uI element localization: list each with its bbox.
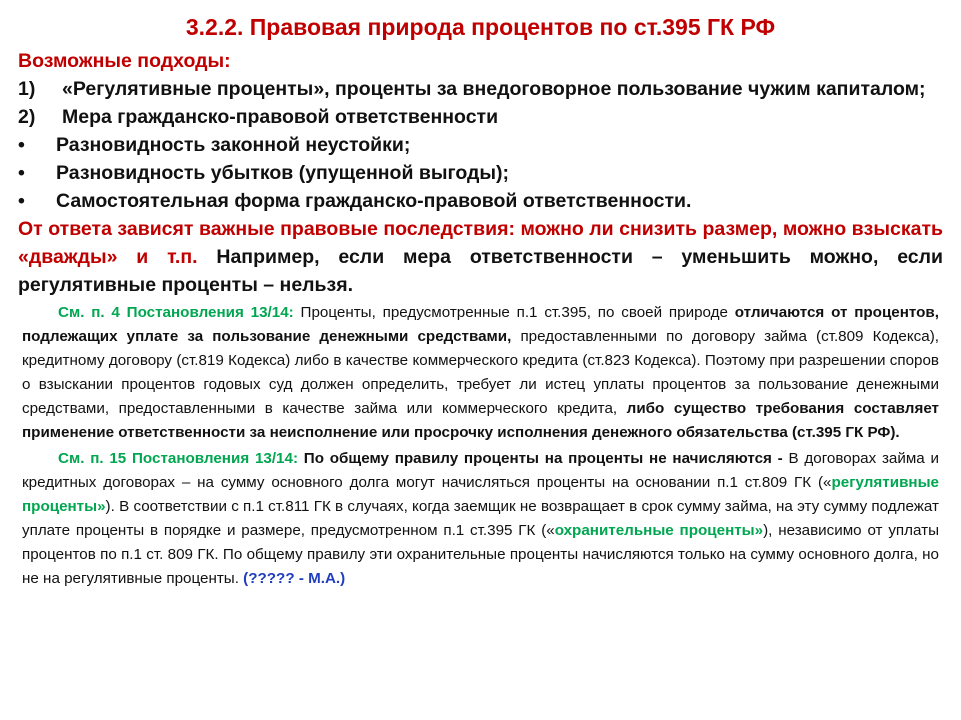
note2-text-2: ). В соответствии с п.1 ст.811 ГК в случаях, когда заемщик не возвращает в срок сумму займа, на эту сумму подлежат уплате проценты в порядке и размере, предусмотренном п.1 ст.395 ГК (« [22, 498, 939, 539]
note1-bold-2: либо существо требования составляет применение ответственности за неисполнение или просрочку исполнения денежного обязательства (ст.395 ГК РФ). [22, 400, 939, 441]
note-resolution-p4 [22, 301, 939, 445]
item-text: Самостоятельная форма гражданско-правовой ответственности. [56, 190, 692, 212]
bullet-item [18, 159, 943, 187]
note2-regulatory-term: регулятивные проценты» [22, 474, 939, 515]
note2-reference: См. п. 15 Постановления 13/14: [58, 450, 299, 467]
slide-title: 3.2.2. Правовая природа процентов по ст.395 ГК РФ [185, 14, 776, 40]
note2-protective-term: охранительные проценты» [554, 522, 764, 539]
bullet-icon: • [18, 134, 25, 156]
note-resolution-p15 [22, 447, 939, 591]
item-marker: 1) [18, 78, 36, 100]
bullet-icon: • [18, 162, 25, 184]
item-marker: 2) [18, 106, 36, 128]
note2-bold-1: По общему правилу проценты на проценты не начисляются - [298, 450, 783, 467]
approaches-list [18, 75, 943, 215]
note1-text-1: Проценты, предусмотренные п.1 ст.395, по своей природе [293, 304, 735, 321]
note1-bold-1: отличаются от процентов, подлежащих уплате за пользование денежными средствами, [22, 304, 939, 345]
item-text: Разновидность убытков (упущенной выгоды); [56, 162, 510, 184]
bullet-item [18, 131, 943, 159]
bullet-icon: • [18, 190, 25, 212]
approaches-heading: Возможные подходы: [18, 50, 231, 72]
consequences-paragraph [18, 215, 943, 299]
note1-text-2: предоставленными по договору займа (ст.809 Кодекса), кредитному договору (ст.819 Кодекса) либо в качестве коммерческого кредита (ст.823 Кодекса). Поэтому при разрешении споров о взыскании процентов годовых суд должен определить, требует ли истец уплаты процентов за пользование денежными средствами, предоставленными в качестве займа или коммерческого кредита, [22, 328, 939, 417]
author-comment: (????? - М.А.) [243, 570, 346, 587]
item-text: «Регулятивные проценты», проценты за внедоговорное пользование чужим капиталом; [62, 78, 926, 100]
bullet-item [18, 187, 943, 215]
item-text: Разновидность законной неустойки; [56, 134, 411, 156]
consequences-red-text: От ответа зависят важные правовые последствия: можно ли снизить размер, можно взыскать «дважды» и т.п. [18, 218, 943, 268]
note2-text-3: ), независимо от уплаты процентов по п.1 ст. 809 ГК. По общему правилу эти охранительные проценты начисляются только на сумму основного долга, но не на регулятивные проценты. [22, 522, 939, 587]
item-text: Мера гражданско-правовой ответственности [62, 106, 499, 128]
numbered-item [18, 75, 943, 103]
consequences-example-text: Например, если мера ответственности – уменьшить можно, если регулятивные проценты – нельзя. [18, 246, 944, 296]
note1-reference: См. п. 4 Постановления 13/14: [58, 304, 294, 321]
numbered-item [18, 103, 943, 131]
note2-text-1: В договорах займа и кредитных договорах – на сумму основного долга могут начисляться проценты на основании п.1 ст.809 ГК (« [22, 450, 939, 491]
